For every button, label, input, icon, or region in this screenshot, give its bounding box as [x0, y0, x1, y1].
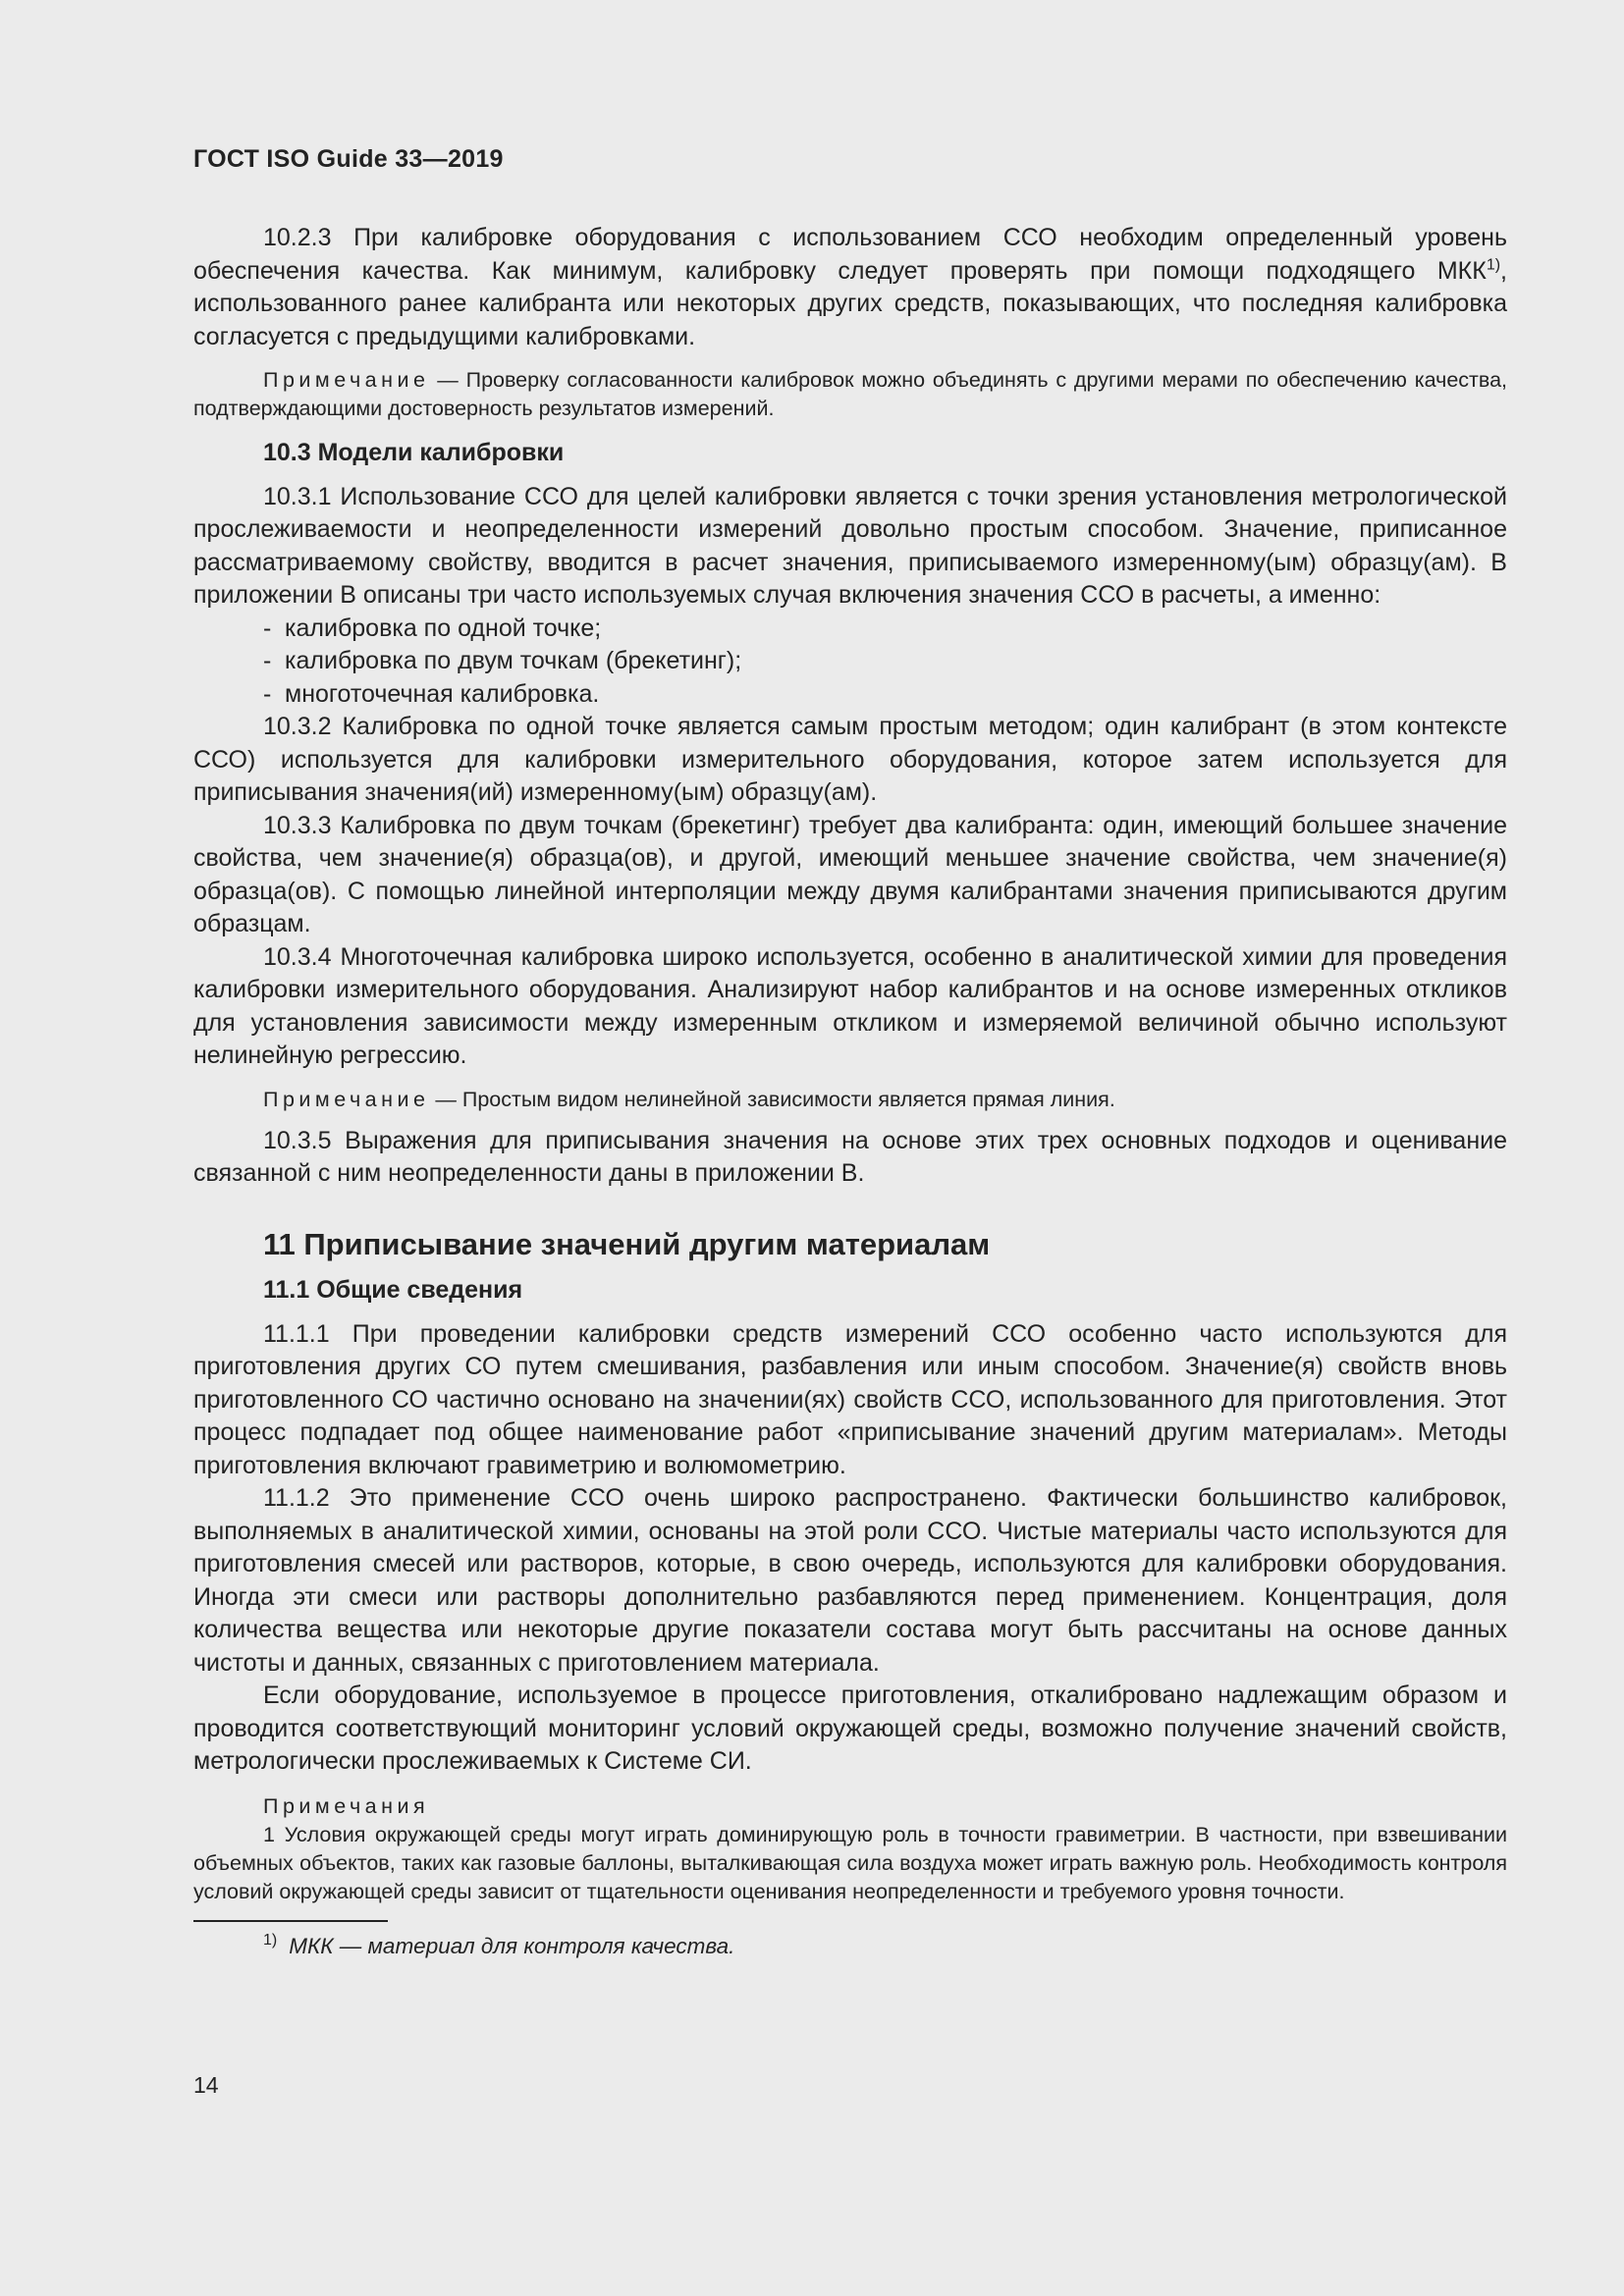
note-item-1: 1 Условия окружающей среды могут играть доминирующую роль в точности гравиметрии. В частности, при взвешивании объемных объектов, таких как газовые баллоны, выталкивающая сила воздуха может играть важную роль. Необходимость контроля условий окружающей среды зависит от тщательности оценивания неопределенности и требуемого уровня точности.: [193, 1822, 1507, 1903]
footnote-divider: [193, 1920, 388, 1922]
page-header: ГОСТ ISO Guide 33—2019: [193, 145, 504, 173]
list-item: [193, 645, 1507, 678]
list-dash: -: [263, 679, 272, 708]
note-text: — Проверку согласованности калибровок можно объединять с другими мерами по обеспечению качества, подтверждающими достоверность результатов измерений.: [193, 368, 1507, 420]
list-item-text: калибровка по одной точке;: [285, 614, 602, 642]
paragraph-10-3-1: 10.3.1 Использование ССО для целей калибровки является с точки зрения установления метрологической прослеживаемости и неопределенности измерений довольно простым способом. Значение, приписанное рассматриваемому свойству, вводится в расчет значения, приписываемого измеренному(ым) образцу(ам). В приложении В описаны три часто используемых случая включения значения ССО в расчеты, а именно:: [193, 482, 1507, 609]
paragraph-10-2-3: [193, 222, 1507, 353]
note-label: Примечание: [263, 368, 430, 392]
page-number: 14: [193, 2072, 219, 2098]
paragraph-10-3-5: 10.3.5 Выражения для приписывания значения на основе этих трех основных подходов и оценивание связанной с ним неопределенности даны в приложении В.: [193, 1126, 1507, 1187]
note-10-2-3: [193, 366, 1507, 423]
paragraph-10-3-3: 10.3.3 Калибровка по двум точкам (брекетинг) требует два калибранта: один, имеющий большее значение свойства, чем значение(я) образца(ов), и другой, имеющий меньшее значение свойства, чем значение(я) образца(ов). С помощью линейной интерполяции между двумя калибрантами значения приписываются другим образцам.: [193, 811, 1507, 937]
note-label: Примечание: [263, 1087, 430, 1111]
footnote-text: МКК — материал для контроля качества.: [289, 1933, 735, 1958]
list-item-text: многоточечная калибровка.: [285, 679, 600, 708]
heading-11: 11 Приписывание значений другим материалам: [263, 1226, 991, 1261]
paragraph-text: 10.2.3 При калибровке оборудования с использованием ССО необходим определенный уровень обеспечения качества. Как минимум, калибровку следует проверять при помощи подходящего МКК: [193, 224, 1507, 285]
paragraph-10-3-2: 10.3.2 Калибровка по одной точке является самым простым методом; один калибрант (в этом контексте ССО) используется для калибровки измерительного оборудования, которое затем используется для приписывания значения(ий) измеренному(ым) образцу(ам).: [193, 713, 1507, 806]
note-text: — Простым видом нелинейной зависимости является прямая линия.: [429, 1087, 1115, 1111]
notes-heading: Примечания: [263, 1793, 430, 1818]
heading-11-1: 11.1 Общие сведения: [263, 1276, 523, 1304]
document-body: [193, 222, 1507, 1961]
paragraph-10-3-4: 10.3.4 Многоточечная калибровка широко используется, особенно в аналитической химии для проведения калибровки измерительного оборудования. Анализируют набор калибрантов и на основе измеренных откликов для установления зависимости между измеренным откликом и измеряемой величиной обычно используют нелинейную регрессию.: [193, 942, 1507, 1069]
list-dash: -: [263, 647, 272, 674]
calibration-list: [193, 613, 1507, 712]
note-10-3-4: [193, 1086, 1507, 1114]
footnote: [263, 1932, 1507, 1961]
list-item: [193, 613, 1507, 646]
footnote-ref: 1): [1486, 256, 1501, 274]
list-dash: -: [263, 614, 272, 642]
paragraph-text-tail: , использованного ранее калибранта или некоторых других средств, показывающих, что последняя калибровка согласуется с предыдущими калибровками.: [193, 256, 1507, 350]
list-item-text: калибровка по двум точкам (брекетинг);: [285, 647, 742, 674]
list-item: [193, 678, 1507, 712]
footnote-mark: 1): [263, 1932, 278, 1949]
heading-10-3: 10.3 Модели калибровки: [263, 439, 565, 466]
paragraph-11-1-1: 11.1.1 При проведении калибровки средств измерений ССО особенно часто используются для приготовления других СО путем смешивания, разбавления или иным способом. Значение(я) свойств вновь приготовленного СО частично основано на значении(ях) свойств ССО, использованного для приготовления. Этот процесс подпадает под общее наименование работ «приписывание значений другим материалам». Методы приготовления включают гравиметрию и волюмометрию.: [193, 1319, 1507, 1479]
paragraph-11-1-2-continued: Если оборудование, используемое в процессе приготовления, откалибровано надлежащим образом и проводится соответствующий мониторинг условий окружающей среды, возможно получение значений свойств, метрологически прослеживаемых к Системе СИ.: [193, 1682, 1507, 1775]
paragraph-11-1-2: 11.1.2 Это применение ССО очень широко распространено. Фактически большинство калибровок, выполняемых в аналитической химии, основаны на этой роли ССО. Чистые материалы часто используются для приготовления смесей или растворов, которые, в свою очередь, используются для калибровки оборудования. Иногда эти смеси или растворы дополнительно разбавляются перед применением. Концентрация, доля количества вещества или некоторые другие показатели состава могут быть рассчитаны на основе данных чистоты и данных, связанных с приготовлением материала.: [193, 1484, 1507, 1677]
